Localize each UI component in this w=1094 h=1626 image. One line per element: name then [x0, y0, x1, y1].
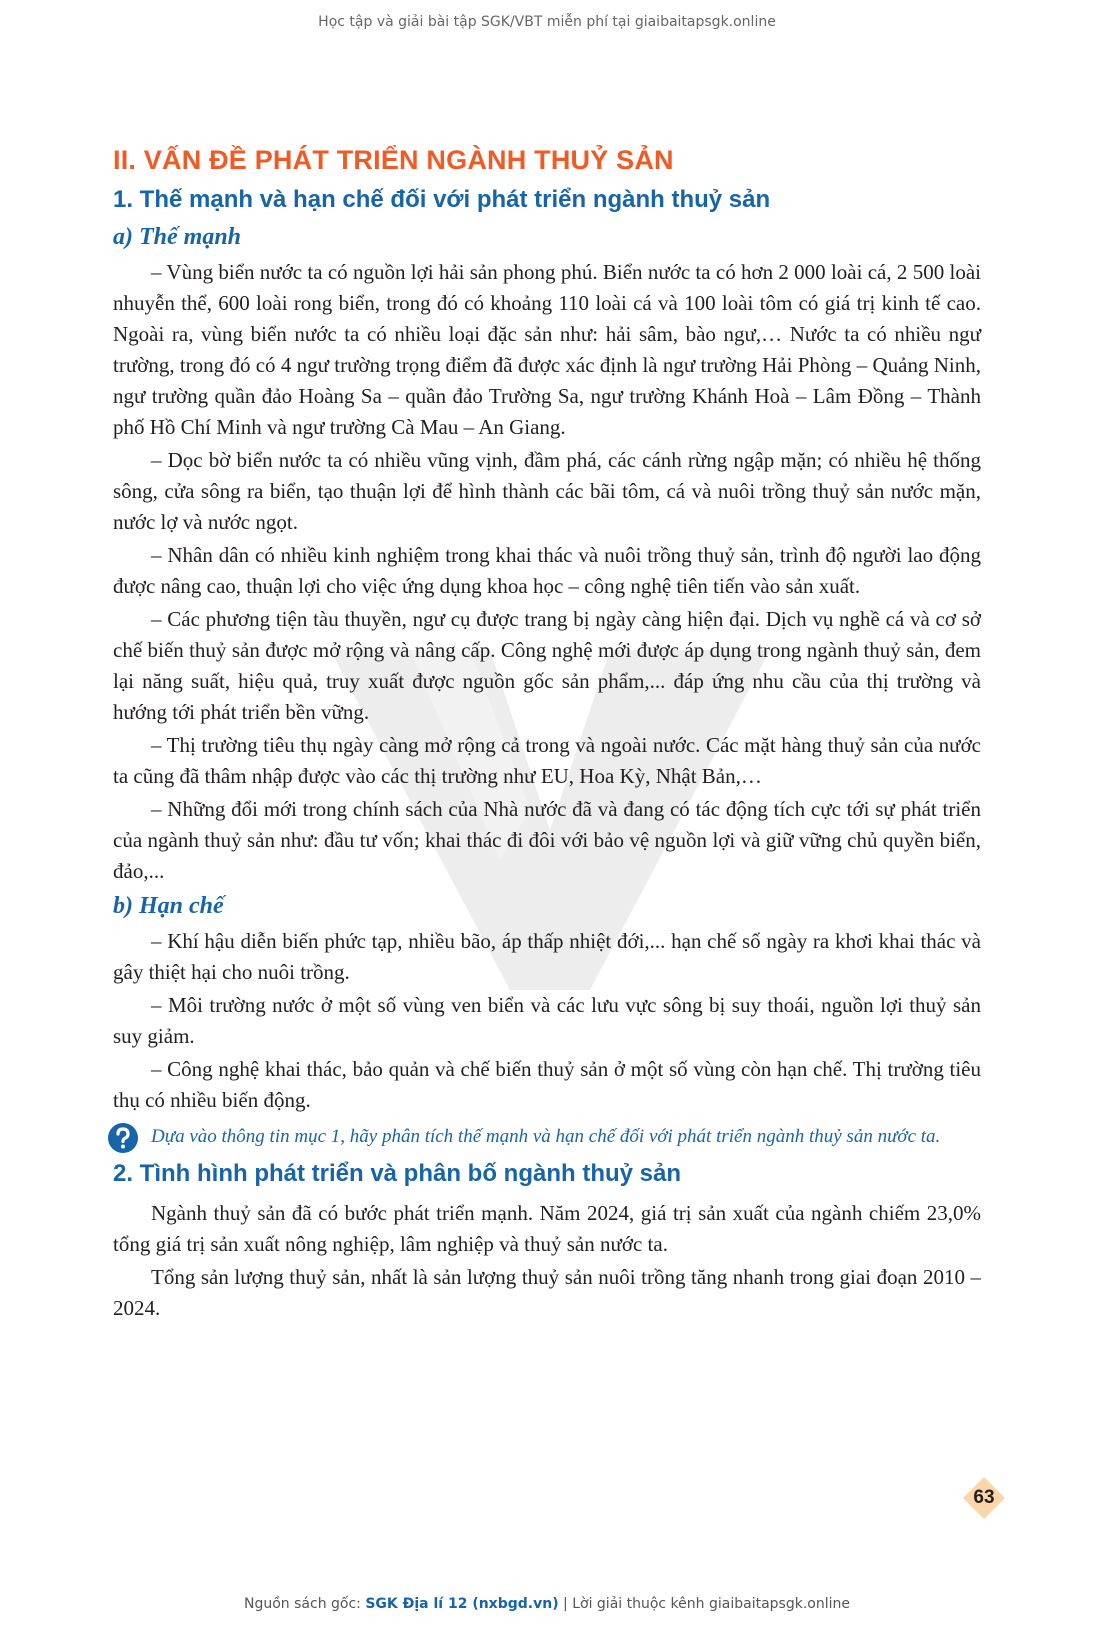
page-footer: [0, 1596, 1094, 1612]
limitation-paragraph: – Công nghệ khai thác, bảo quản và chế biến thuỷ sản ở một số vùng còn hạn chế. Thị trường tiêu thụ có nhiều biến động.: [113, 1057, 981, 1112]
question-text: Dựa vào thông tin mục 1, hãy phân tích thế mạnh và hạn chế đối với phát triển ngành thuỷ sản nước ta.: [151, 1126, 941, 1147]
limitation-paragraph: – Khí hậu diễn biến phức tạp, nhiều bão, áp thấp nhiệt đới,... hạn chế số ngày ra khơi khai thác và gây thiệt hại cho nuôi trồng.: [113, 929, 981, 984]
question-mark-icon: [107, 1122, 139, 1154]
page-number: 63: [973, 1487, 995, 1508]
part2-paragraph: Ngành thuỷ sản đã có bước phát triển mạnh. Năm 2024, giá trị sản xuất của ngành chiếm 23,0% tổng giá trị sản xuất nông nghiệp, lâm nghiệp và thuỷ sản nước ta.: [113, 1201, 981, 1256]
page-content: [113, 145, 981, 1326]
footer-prefix: Nguồn sách gốc:: [244, 1596, 366, 1612]
strengths-title: a) Thế mạnh: [113, 224, 242, 250]
footer-source-link[interactable]: SGK Địa lí 12 (nxbgd.vn): [365, 1596, 559, 1612]
part1-title: 1. Thế mạnh và hạn chế đối với phát triển ngành thuỷ sản: [113, 186, 771, 213]
section-title: II. VẤN ĐỀ PHÁT TRIỂN NGÀNH THUỶ SẢN: [113, 145, 674, 175]
strength-paragraph: – Các phương tiện tàu thuyền, ngư cụ được trang bị ngày càng hiện đại. Dịch vụ nghề cá và cơ sở chế biến thuỷ sản được mở rộng và nâng cấp. Công nghệ mới được áp dụng trong ngành thuỷ sản, đem lại năng suất, hiệu quả, truy xuất được nguồn gốc sản phẩm,... đáp ứng nhu cầu của thị trường và hướng tới phát triển bền vững.: [113, 607, 981, 724]
question-box: [113, 1122, 981, 1152]
limitations-title: b) Hạn chế: [113, 893, 224, 919]
strength-paragraph: – Vùng biển nước ta có nguồn lợi hải sản phong phú. Biển nước ta có hơn 2 000 loài cá, 2 500 loài nhuyễn thể, 600 loài rong biển, trong đó có khoảng 110 loài cá và 100 loài tôm có giá trị kinh tế cao. Ngoài ra, vùng biển nước ta có nhiều loại đặc sản như: hải sâm, bào ngư,… Nước ta có nhiều ngư trường, trong đó có 4 ngư trường trọng điểm đã được xác định là ngư trường Hải Phòng – Quảng Ninh, ngư trường quần đảo Hoàng Sa – quần đảo Trường Sa, ngư trường Khánh Hoà – Lâm Đồng – Thành phố Hồ Chí Minh và ngư trường Cà Mau – An Giang.: [113, 260, 981, 439]
strength-paragraph: – Những đổi mới trong chính sách của Nhà nước đã và đang có tác động tích cực tới sự phát triển của ngành thuỷ sản như: đầu tư vốn; khai thác đi đôi với bảo vệ nguồn lợi và giữ vững chủ quyền biển, đảo,...: [113, 797, 981, 883]
part2-paragraph: Tổng sản lượng thuỷ sản, nhất là sản lượng thuỷ sản nuôi trồng tăng nhanh trong giai đoạn 2010 – 2024.: [113, 1265, 981, 1320]
strength-paragraph: – Thị trường tiêu thụ ngày càng mở rộng cả trong và ngoài nước. Các mặt hàng thuỷ sản của nước ta cũng đã thâm nhập được vào các thị trường như EU, Hoa Kỳ, Nhật Bản,…: [113, 733, 981, 788]
strength-paragraph: – Dọc bờ biển nước ta có nhiều vũng vịnh, đầm phá, các cánh rừng ngập mặn; có nhiều hệ thống sông, cửa sông ra biển, tạo thuận lợi để hình thành các bãi tôm, cá và nuôi trồng thuỷ sản nước mặn, nước lợ và nước ngọt.: [113, 448, 981, 534]
footer-suffix: | Lời giải thuộc kênh giaibaitapsgk.online: [558, 1596, 850, 1612]
page-header: Học tập và giải bài tập SGK/VBT miễn phí tại giaibaitapsgk.online: [318, 14, 776, 30]
strength-paragraph: – Nhân dân có nhiều kinh nghiệm trong khai thác và nuôi trồng thuỷ sản, trình độ người lao động được nâng cao, thuận lợi cho việc ứng dụng khoa học – công nghệ tiên tiến vào sản xuất.: [113, 543, 981, 598]
part2-title: 2. Tình hình phát triển và phân bố ngành thuỷ sản: [113, 1160, 682, 1187]
limitation-paragraph: – Môi trường nước ở một số vùng ven biển và các lưu vực sông bị suy thoái, nguồn lợi thuỷ sản suy giảm.: [113, 993, 981, 1048]
